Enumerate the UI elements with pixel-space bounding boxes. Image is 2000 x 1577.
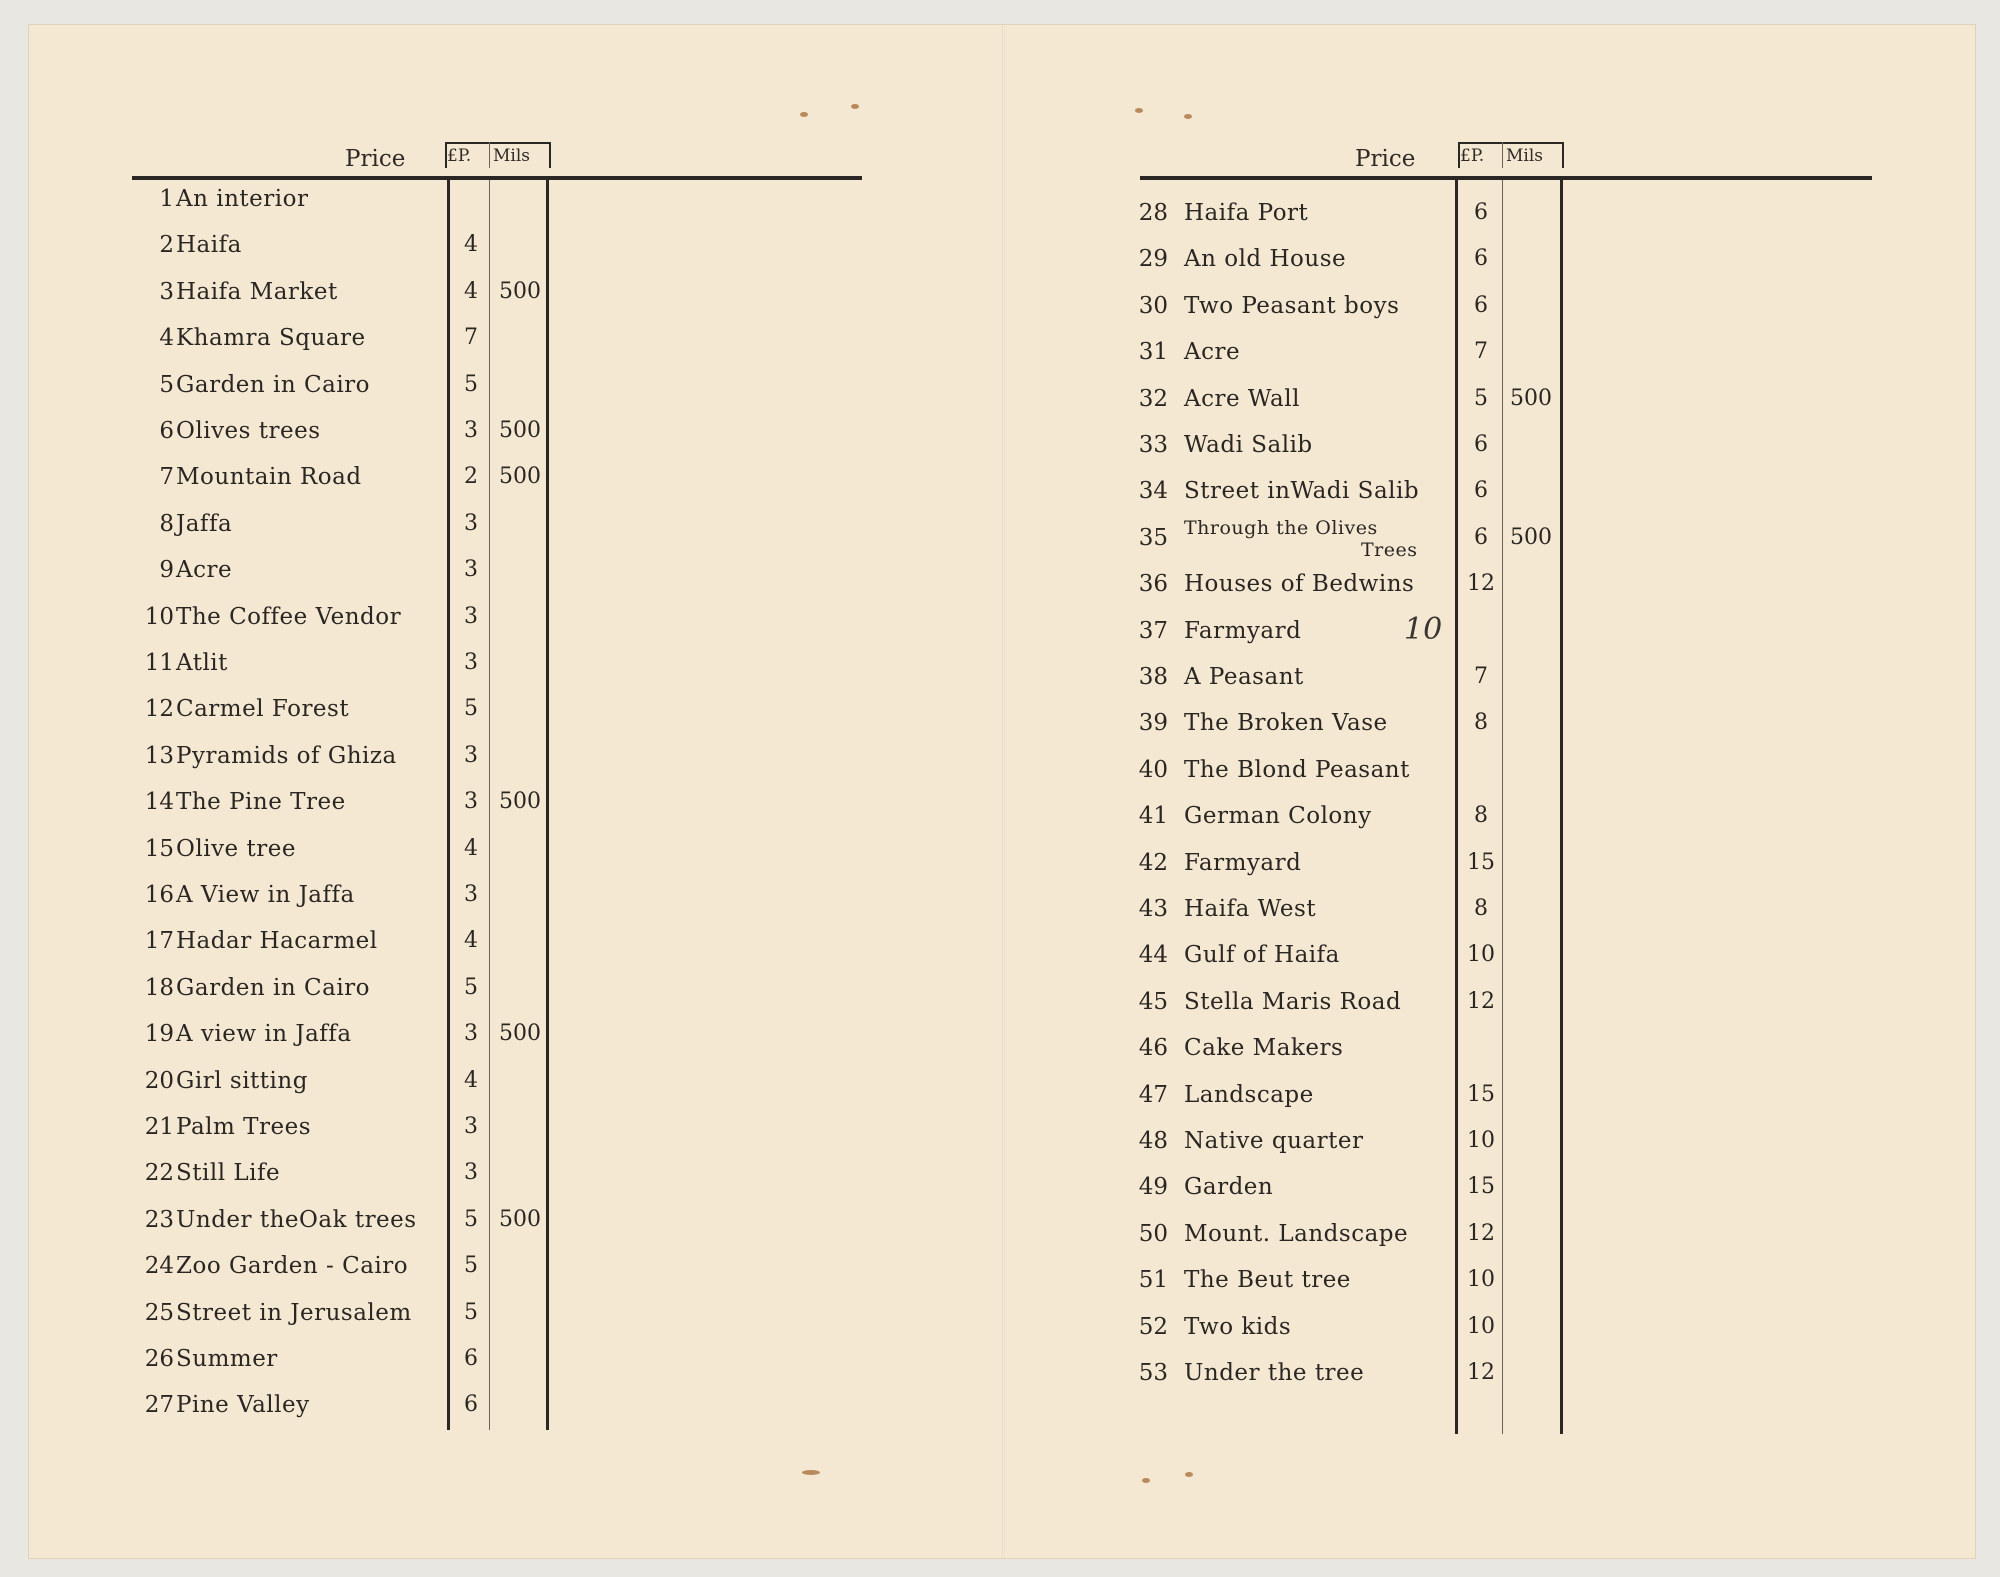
price-col-rule-6 — [1560, 180, 1563, 1434]
item-number: 2 — [159, 232, 174, 259]
item-number: 11 — [144, 650, 174, 676]
item-number: 34 — [1138, 478, 1168, 505]
header-rule-left — [132, 176, 862, 180]
price-pounds: 8 — [1474, 710, 1488, 736]
price-pounds: 15 — [1467, 1174, 1495, 1200]
item-title: Houses of Bedwins — [1184, 571, 1415, 598]
price-pounds: 4 — [464, 835, 478, 861]
item-title: Through the Olives — [1184, 516, 1378, 539]
price-pounds: 3 — [464, 789, 478, 815]
item-number: 13 — [144, 742, 174, 769]
handwritten-price-note: 10 — [1404, 611, 1443, 647]
price-pounds: 10 — [1467, 942, 1495, 968]
price-col-rule-2 — [489, 180, 490, 1430]
item-number: 50 — [1138, 1220, 1168, 1247]
item-number: 24 — [144, 1253, 174, 1280]
item-title: Cake Makers — [1184, 1035, 1344, 1062]
mils-label-left: Mils — [493, 146, 531, 166]
price-pounds: 5 — [464, 974, 478, 1000]
item-title: Khamra Square — [176, 325, 366, 352]
price-pounds: 4 — [464, 928, 478, 954]
item-title: Street inWadi Salib — [1184, 478, 1420, 505]
item-title: Wadi Salib — [1184, 432, 1313, 458]
price-pounds: 10 — [1467, 1128, 1495, 1153]
item-title: Mount. Landscape — [1184, 1220, 1409, 1247]
item-title: Acre — [1184, 339, 1241, 366]
pound-label-left: £P. — [447, 146, 472, 166]
item-number: 21 — [144, 1114, 174, 1140]
item-title: Acre — [176, 557, 233, 584]
item-title: Street in Jerusalem — [176, 1299, 412, 1326]
item-number: 10 — [144, 603, 174, 630]
item-number: 20 — [144, 1067, 174, 1094]
item-number: 27 — [144, 1392, 174, 1419]
item-title: Summer — [176, 1346, 278, 1372]
price-pounds: 10 — [1467, 1267, 1495, 1293]
price-pounds: 6 — [1474, 292, 1488, 318]
price-pounds: 5 — [1474, 385, 1488, 411]
item-number: 31 — [1138, 339, 1168, 366]
paper-speck — [800, 112, 808, 117]
item-title: The Coffee Vendor — [176, 603, 402, 630]
item-title: Garden — [1184, 1174, 1274, 1201]
item-title: Farmyard — [1184, 617, 1302, 644]
item-title-continued: Trees — [1361, 538, 1418, 561]
item-title: Haifa West — [1184, 896, 1317, 922]
item-title: A View in Jaffa — [176, 882, 355, 908]
pound-label-right: £P. — [1460, 146, 1485, 166]
item-title: Pine Valley — [176, 1392, 310, 1419]
item-title: The Broken Vase — [1184, 710, 1388, 737]
item-title: Stella Maris Road — [1184, 988, 1402, 1015]
price-pounds: 3 — [464, 742, 478, 768]
item-number: 37 — [1138, 617, 1168, 644]
price-pounds: 6 — [1474, 524, 1488, 550]
item-title: The Blond Peasant — [1184, 756, 1410, 783]
paper-speck — [802, 1470, 820, 1475]
mils-label-right: Mils — [1506, 146, 1544, 166]
item-number: 15 — [144, 835, 174, 862]
price-col-rule-5 — [1502, 180, 1503, 1434]
item-number: 25 — [144, 1299, 174, 1326]
item-title: A view in Jaffa — [176, 1021, 352, 1048]
item-number: 45 — [1138, 988, 1168, 1015]
paper-speck — [1135, 108, 1143, 113]
item-title: Mountain Road — [176, 464, 362, 491]
item-number: 36 — [1138, 571, 1168, 598]
item-number: 14 — [144, 789, 174, 816]
price-pounds: 4 — [464, 1067, 478, 1093]
price-pounds: 7 — [1474, 339, 1488, 365]
item-number: 17 — [144, 928, 174, 955]
item-number: 53 — [1138, 1360, 1168, 1386]
price-pounds: 8 — [1474, 896, 1488, 921]
item-title: Two Peasant boys — [1184, 292, 1400, 319]
item-number: 3 — [159, 278, 174, 305]
price-pounds: 5 — [464, 1206, 478, 1232]
price-pounds: 10 — [1467, 1313, 1495, 1339]
center-fold — [1002, 24, 1005, 1559]
header-rule-right — [1140, 176, 1872, 180]
item-title: Garden in Cairo — [176, 371, 371, 398]
price-pounds: 6 — [464, 1392, 478, 1418]
item-number: 4 — [159, 325, 174, 352]
item-title: Garden in Cairo — [176, 974, 371, 1001]
price-box-divider-left — [489, 142, 490, 168]
item-number: 19 — [144, 1021, 174, 1048]
item-number: 16 — [144, 882, 174, 908]
item-title: A Peasant — [1184, 664, 1304, 690]
item-title: An old House — [1184, 246, 1347, 273]
item-number: 5 — [159, 371, 174, 398]
item-number: 33 — [1138, 432, 1168, 458]
item-title: Under the tree — [1184, 1360, 1365, 1386]
item-title: Under theOak trees — [176, 1206, 417, 1233]
price-pounds: 3 — [464, 510, 478, 536]
item-number: 9 — [159, 557, 174, 584]
item-title: Hadar Hacarmel — [176, 928, 378, 955]
price-pounds: 3 — [464, 650, 478, 675]
item-title: Two kids — [1184, 1313, 1292, 1340]
price-pounds: 12 — [1467, 1220, 1495, 1246]
price-pounds: 7 — [1474, 664, 1488, 689]
item-title: Landscape — [1184, 1081, 1314, 1108]
item-number: 39 — [1138, 710, 1168, 737]
price-pounds: 8 — [1474, 803, 1488, 829]
price-pounds: 5 — [464, 1253, 478, 1279]
item-title: Haifa — [176, 232, 242, 259]
item-title: Haifa Market — [176, 278, 338, 305]
item-number: 42 — [1138, 849, 1168, 876]
price-pounds: 4 — [464, 278, 478, 304]
price-pounds: 15 — [1467, 1081, 1495, 1107]
price-mils: 500 — [1510, 385, 1552, 411]
item-number: 7 — [159, 464, 174, 491]
paper-speck — [1142, 1478, 1150, 1483]
item-number: 41 — [1138, 803, 1168, 830]
paper-speck — [851, 104, 859, 109]
item-number: 29 — [1138, 246, 1168, 273]
item-title: Haifa Port — [1184, 200, 1309, 226]
price-pounds: 3 — [464, 1021, 478, 1047]
item-number: 23 — [144, 1206, 174, 1233]
price-pounds: 6 — [1474, 432, 1488, 457]
price-pounds: 4 — [464, 232, 478, 258]
price-pounds: 5 — [464, 371, 478, 397]
item-title: Girl sitting — [176, 1067, 308, 1094]
price-pounds: 12 — [1467, 1360, 1495, 1385]
item-title: Palm Trees — [176, 1114, 311, 1140]
price-pounds: 6 — [1474, 246, 1488, 272]
item-title: Zoo Garden - Cairo — [176, 1253, 409, 1280]
item-title: Farmyard — [1184, 849, 1302, 876]
price-pounds: 5 — [464, 696, 478, 722]
item-number: 35 — [1138, 524, 1168, 551]
item-number: 8 — [159, 510, 174, 537]
price-pounds: 3 — [464, 1160, 478, 1186]
item-number: 22 — [144, 1160, 174, 1187]
item-number: 49 — [1138, 1174, 1168, 1201]
item-number: 44 — [1138, 942, 1168, 969]
item-number: 38 — [1138, 664, 1168, 690]
price-mils: 500 — [499, 789, 541, 815]
price-mils: 500 — [499, 418, 541, 443]
price-mils: 500 — [1510, 524, 1552, 550]
price-pounds: 12 — [1467, 571, 1495, 597]
item-number: 52 — [1138, 1313, 1168, 1340]
item-number: 43 — [1138, 896, 1168, 922]
price-col-rule-4 — [1455, 180, 1458, 1434]
item-number: 1 — [159, 186, 174, 212]
item-title: Atlit — [176, 650, 228, 676]
item-number: 26 — [144, 1346, 174, 1372]
price-pounds: 5 — [464, 1299, 478, 1325]
price-pounds: 12 — [1467, 988, 1495, 1014]
item-title: Acre Wall — [1184, 385, 1300, 412]
item-number: 46 — [1138, 1035, 1168, 1062]
price-pounds: 15 — [1467, 849, 1495, 875]
paper-speck — [1184, 114, 1192, 119]
item-title: Carmel Forest — [176, 696, 350, 723]
price-pounds: 3 — [464, 418, 478, 443]
price-pounds: 3 — [464, 557, 478, 583]
price-pounds: 3 — [464, 1114, 478, 1139]
price-pounds: 3 — [464, 882, 478, 907]
item-number: 30 — [1138, 292, 1168, 319]
item-title: The Pine Tree — [176, 789, 346, 816]
item-number: 32 — [1138, 385, 1168, 412]
item-number: 40 — [1138, 756, 1168, 783]
item-number: 48 — [1138, 1128, 1168, 1154]
item-title: German Colony — [1184, 803, 1372, 830]
price-box-divider-right — [1502, 142, 1503, 168]
price-pounds: 3 — [464, 603, 478, 629]
price-mils: 500 — [499, 1206, 541, 1232]
item-number: 12 — [144, 696, 174, 723]
price-heading-left: Price — [345, 146, 406, 172]
item-title: An interior — [176, 186, 309, 212]
paper-speck — [1185, 1472, 1193, 1477]
item-title: The Beut tree — [1184, 1267, 1351, 1294]
price-mils: 500 — [499, 464, 541, 490]
price-pounds: 6 — [464, 1346, 478, 1371]
item-title: Pyramids of Ghiza — [176, 742, 397, 769]
price-pounds: 7 — [464, 325, 478, 351]
item-title: Jaffa — [176, 510, 233, 537]
price-mils: 500 — [499, 1021, 541, 1047]
item-title: Native quarter — [1184, 1128, 1364, 1154]
item-number: 6 — [159, 418, 174, 444]
item-title: Gulf of Haifa — [1184, 942, 1340, 969]
price-pounds: 2 — [464, 464, 478, 490]
price-heading-right: Price — [1355, 146, 1416, 172]
item-number: 51 — [1138, 1267, 1168, 1294]
item-title: Olives trees — [176, 418, 321, 444]
price-col-rule-1 — [447, 180, 450, 1430]
item-title: Olive tree — [176, 835, 296, 862]
item-number: 18 — [144, 974, 174, 1001]
item-number: 47 — [1138, 1081, 1168, 1108]
price-pounds: 6 — [1474, 200, 1488, 225]
price-pounds: 6 — [1474, 478, 1488, 504]
item-title: Still Life — [176, 1160, 281, 1187]
price-mils: 500 — [499, 278, 541, 304]
item-number: 28 — [1138, 200, 1168, 226]
